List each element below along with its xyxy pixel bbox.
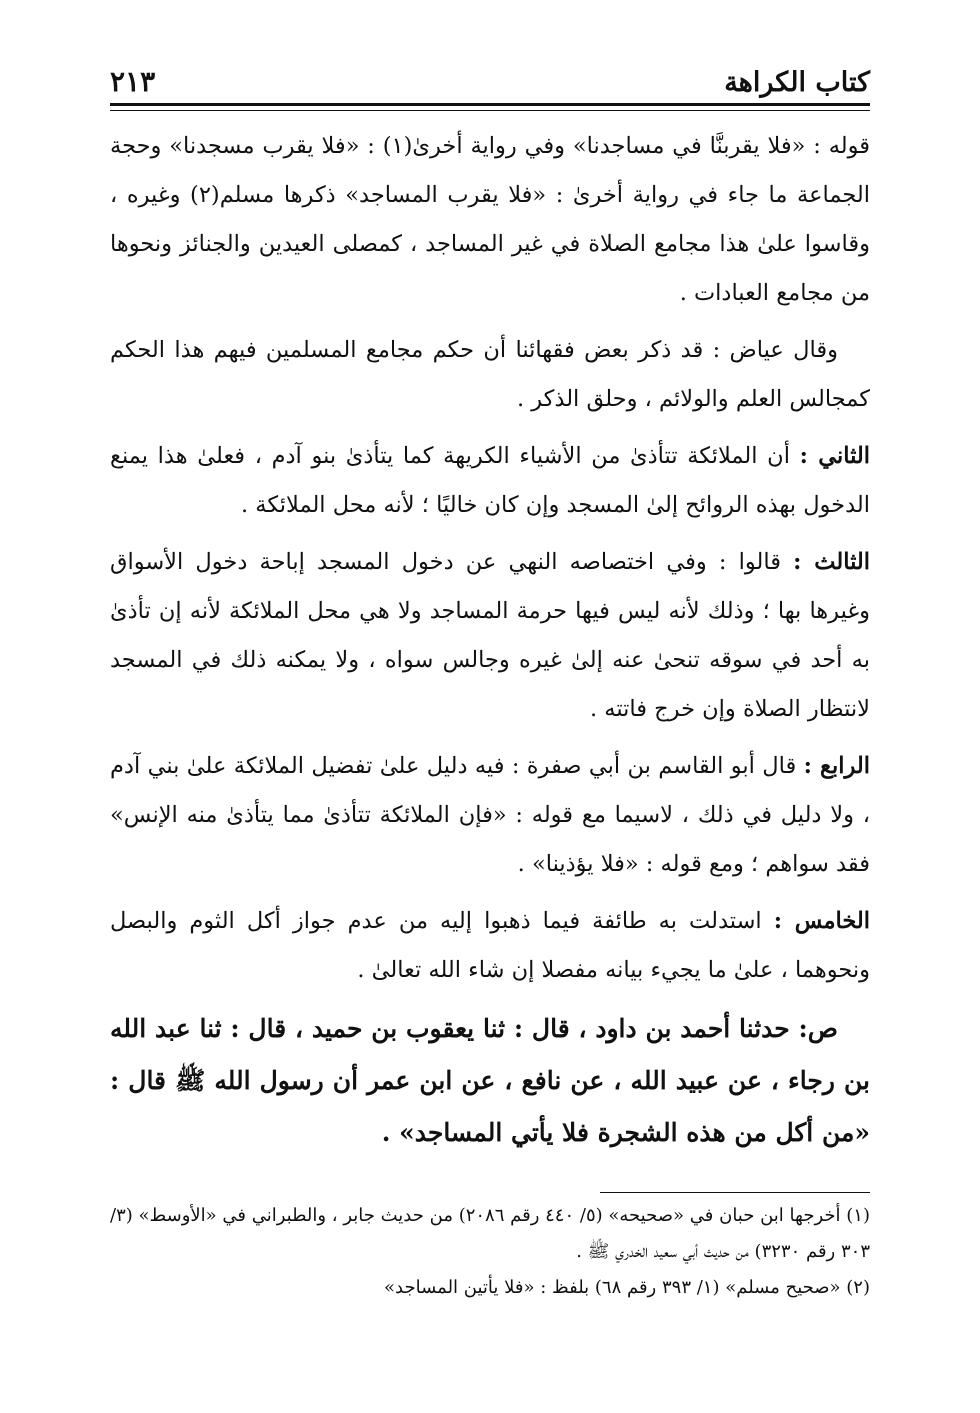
page-header: [110, 58, 870, 98]
footnote-separator: [600, 1192, 870, 1193]
paragraph-text: أن الملائكة تتأذىٰ من الأشياء الكريهة كما يتأذىٰ بنو آدم ، فعلىٰ هذا يمنع الدخول بهذه الروائح إلىٰ المسجد وإن كان خاليًا ؛ لأنه محل الملائكة .: [110, 443, 870, 518]
paragraph: [110, 326, 870, 424]
paragraph: [110, 122, 870, 318]
paragraph-lead: الثالث :: [793, 549, 870, 575]
paragraph-text: استدلت به طائفة فيما ذهبوا إليه من عدم جواز أكل الثوم والبصل ونحوهما ، علىٰ ما يجيء بيانه مفصلا إن شاء الله تعالىٰ .: [110, 908, 870, 983]
paragraph: [110, 432, 870, 530]
paragraph-text: وقال عياض : قد ذكر بعض فقهائنا أن حكم مجامع المسلمين فيهم هذا الحكم كمجالس العلم والولائم ، وحلق الذكر .: [110, 337, 870, 412]
header-rule-thin: [110, 110, 870, 111]
footnote: (١) أخرجها ابن حبان في «صحيحه» (٥/ ٤٤٠ رقم ٢٠٨٦) من حديث جابر ، والطبراني في «الأوسط» (٣/ ٣٠٣ رقم ٣٢٣٠) من حديث أبي سعيد الخدري ﷺ .: [110, 1205, 870, 1262]
page-body: [110, 122, 870, 1159]
paragraph-lead: الثاني :: [799, 443, 870, 469]
paragraph-lead: الخامس :: [773, 908, 870, 934]
paragraph: [110, 538, 870, 734]
paragraph-lead: الرابع :: [803, 753, 870, 779]
header-rule-thick: [110, 103, 870, 106]
paragraph-text: قوله : «فلا يقربنَّا في مساجدنا» وفي رواية أخرىٰ(١) : «فلا يقرب مسجدنا» وحجة الجماعة ما جاء في رواية أخرىٰ : «فلا يقرب المساجد» ذكرها مسلم(٢) وغيره ، وقاسوا علىٰ هذا مجامع الصلاة في غير المساجد ، كمصلى العيدين والجنائز ونحوها من مجامع العبادات .: [110, 133, 870, 306]
footnotes: [110, 1198, 870, 1306]
paragraph: [110, 897, 870, 995]
paragraph: [110, 742, 870, 889]
paragraph-text: قال أبو القاسم بن أبي صفرة : فيه دليل علىٰ تفضيل الملائكة علىٰ بني آدم ، ولا دليل في ذلك ، لاسيما مع قوله : «فإن الملائكة تتأذىٰ مما يتأذىٰ منه الإنس» فقد سواهم ؛ ومع قوله : «فلا يؤذينا» .: [110, 753, 870, 877]
page-number: ٢١٣: [110, 65, 156, 98]
running-title: كتاب الكراهة: [724, 67, 870, 98]
hadith-text: ص: حدثنا أحمد بن داود ، قال : ثنا يعقوب بن حميد ، قال : ثنا عبد الله بن رجاء ، عن عبيد الله ، عن نافع ، عن ابن عمر أن رسول الله ﷺ قال : «من أكل من هذه الشجرة فلا يأتي المساجد» .: [110, 1014, 870, 1147]
paragraph-text: قالوا : وفي اختصاصه النهي عن دخول المسجد إباحة دخول الأسواق وغيرها بها ؛ وذلك لأنه ليس فيها حرمة المساجد ولا هي محل الملائكة لأنه إن تأذىٰ به أحد في سوقه تنحىٰ عنه إلىٰ غيره وجالس سواه ، ولا يمكنه ذلك في المسجد لانتظار الصلاة وإن خرج فاتته .: [110, 549, 870, 722]
footnote: (٢) «صحيح مسلم» (١/ ٣٩٣ رقم ٦٨) بلفظ : «فلا يأتين المساجد»: [384, 1277, 870, 1298]
